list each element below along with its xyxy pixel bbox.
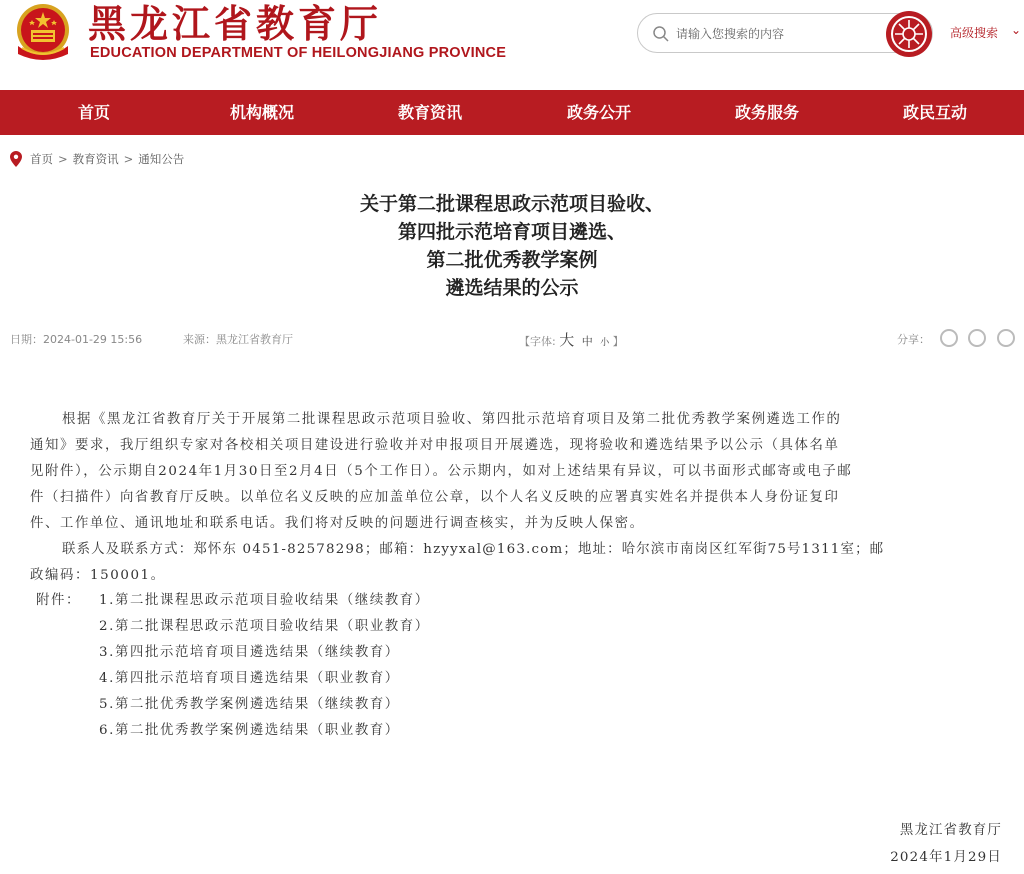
share-qzone-icon[interactable] xyxy=(997,329,1015,347)
breadcrumb-home[interactable]: 首页 xyxy=(30,152,53,166)
main-nav xyxy=(0,90,1024,135)
font-size-large[interactable]: 大 xyxy=(559,331,575,349)
advanced-search-link[interactable]: 高级搜索 xyxy=(950,26,999,40)
article-title xyxy=(200,190,824,302)
date-label: 日期： xyxy=(10,333,43,346)
nav-item-interaction[interactable]: 政民互动 xyxy=(902,103,967,122)
share-weibo-icon[interactable] xyxy=(968,329,986,347)
search-submit-button[interactable] xyxy=(884,9,934,59)
search-icon xyxy=(652,25,670,43)
breadcrumb-separator: > xyxy=(58,152,68,166)
nav-item-gov-affairs[interactable]: 政务公开 xyxy=(566,103,631,122)
attachment-link[interactable]: 5.第二批优秀教学案例遴选结果（继续教育） xyxy=(99,697,400,712)
contact-line: 联系人及联系方式：郑怀东 0451-82578298；邮箱：hzyyxal@163.com；地址：哈尔滨市南岗区红军街75号1311室；邮 xyxy=(62,542,885,557)
article-title-line: 遴选结果的公示 xyxy=(445,277,579,299)
attachments-label: 附件： xyxy=(36,593,81,608)
article-title-line: 关于第二批课程思政示范项目验收、 xyxy=(359,193,664,215)
paragraph-line: 根据《黑龙江省教育厅关于开展第二批课程思政示范项目验收、第四批示范培育项目及第二批优秀教学案例遴选工作的 xyxy=(62,412,842,427)
paragraph-line: 件（扫描件）向省教育厅反映。以单位名义反映的应加盖单位公章，以个人名义反映的应署真实姓名并提供本人身份证复印 xyxy=(30,490,840,505)
article-source xyxy=(183,331,293,347)
source-label: 来源： xyxy=(183,333,216,346)
attachment-link[interactable]: 4.第四批示范培育项目遴选结果（职业教育） xyxy=(99,671,400,686)
share-wechat-icon[interactable] xyxy=(940,329,958,347)
breadcrumb-notices[interactable]: 通知公告 xyxy=(138,152,185,166)
brand-title-cn: 黑龙江省教育厅 xyxy=(88,1,383,46)
brand-title-en: EDUCATION DEPARTMENT OF HEILONGJIANG PROVINCE xyxy=(90,45,507,61)
date-value: 2024-01-29 15:56 xyxy=(43,333,143,346)
paragraph-line: 见附件），公示期自2024年1月30日至2月4日（5个工作日）。公示期内，如对上述结果有异议，可以书面形式邮寄或电子邮 xyxy=(30,464,853,479)
attachment-link[interactable]: 2.第二批课程思政示范项目验收结果（职业教育） xyxy=(99,619,430,634)
attachment-link[interactable]: 6.第二批优秀教学案例遴选结果（职业教育） xyxy=(99,723,400,738)
nav-item-about[interactable]: 机构概况 xyxy=(229,103,294,122)
search-input[interactable] xyxy=(676,23,876,45)
attachment-link[interactable]: 3.第四批示范培育项目遴选结果（继续教育） xyxy=(99,645,400,660)
source-value: 黑龙江省教育厅 xyxy=(216,333,293,346)
font-size-medium[interactable]: 中 xyxy=(581,335,593,348)
font-size-control xyxy=(519,329,624,350)
font-size-small[interactable]: 小 xyxy=(600,338,610,348)
signature-date: 2024年1月29日 xyxy=(890,850,1002,865)
chevron-down-icon[interactable]: ⌄ xyxy=(1011,23,1022,37)
breadcrumb-separator: > xyxy=(123,152,134,166)
paragraph-line: 通知》要求，我厅组织专家对各校相关项目建设进行验收并对申报项目开展遴选，现将验收和遴选结果予以公示（具体名单 xyxy=(30,438,840,453)
contact-line: 政编码：150001。 xyxy=(30,568,166,583)
share-label: 分享： xyxy=(897,333,930,346)
location-pin-icon xyxy=(10,151,22,167)
national-emblem-logo[interactable] xyxy=(10,2,76,64)
nav-item-home[interactable]: 首页 xyxy=(77,103,110,122)
signature-org: 黑龙江省教育厅 xyxy=(899,823,1002,838)
breadcrumb xyxy=(10,150,184,168)
breadcrumb-news[interactable]: 教育资讯 xyxy=(72,152,119,166)
site-header xyxy=(0,0,1024,90)
nav-item-news[interactable]: 教育资讯 xyxy=(397,103,462,122)
article-date xyxy=(10,331,142,347)
nav-item-gov-services[interactable]: 政务服务 xyxy=(734,103,799,122)
font-size-label: 【字体: xyxy=(519,335,556,348)
font-size-close: 】 xyxy=(612,335,624,348)
article-title-line: 第四批示范培育项目遴选、 xyxy=(397,221,626,243)
attachment-link[interactable]: 1.第二批课程思政示范项目验收结果（继续教育） xyxy=(99,593,430,608)
paragraph-line: 件、工作单位、通讯地址和联系电话。我们将对反映的问题进行调查核实，并为反映人保密。 xyxy=(30,516,645,531)
article-title-line: 第二批优秀教学案例 xyxy=(426,249,598,271)
